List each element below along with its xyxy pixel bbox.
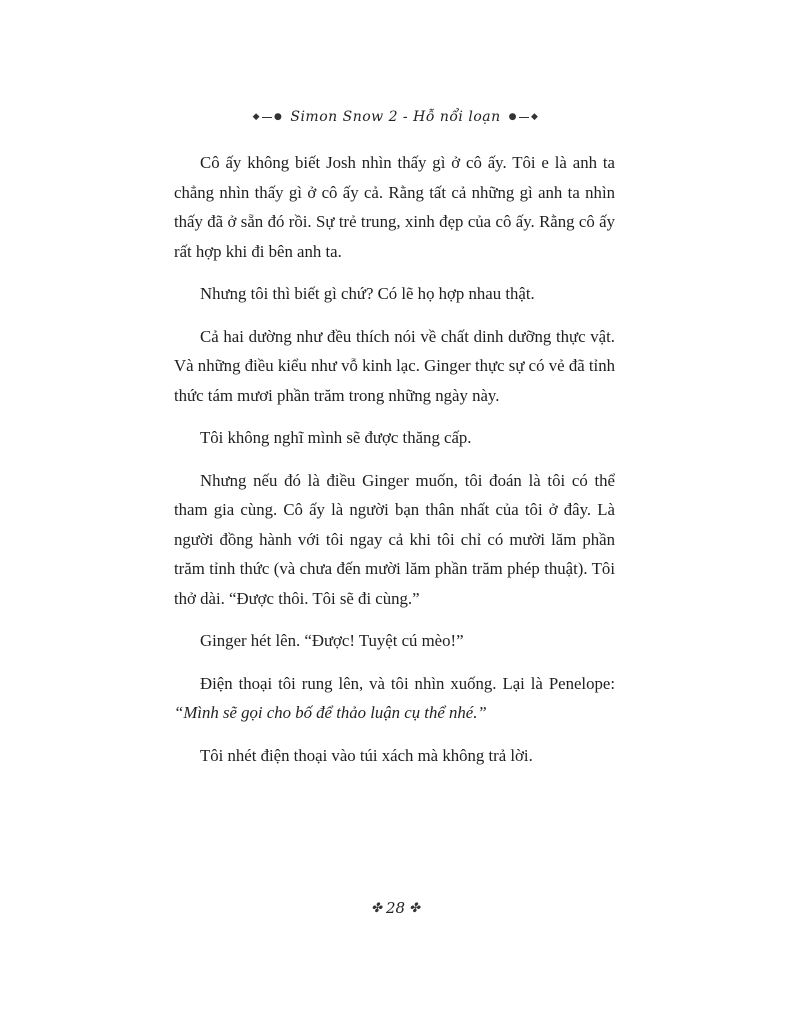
page-folio — [0, 896, 791, 920]
running-header — [0, 105, 791, 129]
paragraph-phone — [174, 669, 615, 728]
running-header-title: Simon Snow 2 - Hỗ nổi loạn — [290, 109, 501, 125]
paragraph: Cả hai dường như đều thích nói về chất dinh dưỡng thực vật. Và những điều kiểu như vỗ kinh lạc. Ginger thực sự có vẻ đã tỉnh thức tám mươi phần trăm trong những ngày này. — [174, 326, 615, 405]
body-text — [174, 148, 615, 783]
page-number: 28 — [385, 899, 406, 917]
paragraph: Nhưng nếu đó là điều Ginger muốn, tôi đoán là tôi có thể tham gia cùng. Cô ấy là người bạn thân nhất của tôi ở đây. Là người đồng hành với tôi ngay cả khi tôi chỉ có mười lăm phần trăm tỉnh thức (và chưa đến mười lăm phần trăm phép thuật). Tôi thở dài. “Được thôi. Tôi sẽ đi cùng.” — [174, 470, 615, 608]
paragraph: Tôi không nghĩ mình sẽ được thăng cấp. — [200, 428, 472, 447]
paragraph: Nhưng tôi thì biết gì chứ? Có lẽ họ hợp nhau thật. — [200, 284, 535, 303]
paragraph: Cô ấy không biết Josh nhìn thấy gì ở cô ấy. Tôi e là anh ta chẳng nhìn thấy gì ở cô ấy cả. Rằng tất cả những gì anh ta nhìn thấy đã ở sẵn đó rồi. Sự trẻ trung, xinh đẹp của cô ấy. Rằng cô ấy rất hợp khi đi bên anh ta. — [174, 153, 615, 261]
folio-ornament-right-icon: ✤ — [409, 900, 420, 916]
text-message-quote: “Mình sẽ gọi cho bố để thảo luận cụ thể nhé.” — [174, 703, 487, 722]
folio-ornament-left-icon: ✤ — [371, 900, 382, 916]
paragraph: Ginger hét lên. “Được! Tuyệt cú mèo!” — [200, 631, 464, 650]
header-ornament-right-icon: ● ◆ — [508, 112, 539, 122]
paragraph-phone-lead: Điện thoại tôi rung lên, và tôi nhìn xuống. Lại là Penelope: — [200, 673, 615, 693]
header-ornament-left-icon: ◆ ● — [252, 112, 283, 122]
paragraph: Tôi nhét điện thoại vào túi xách mà không trả lời. — [200, 745, 533, 765]
